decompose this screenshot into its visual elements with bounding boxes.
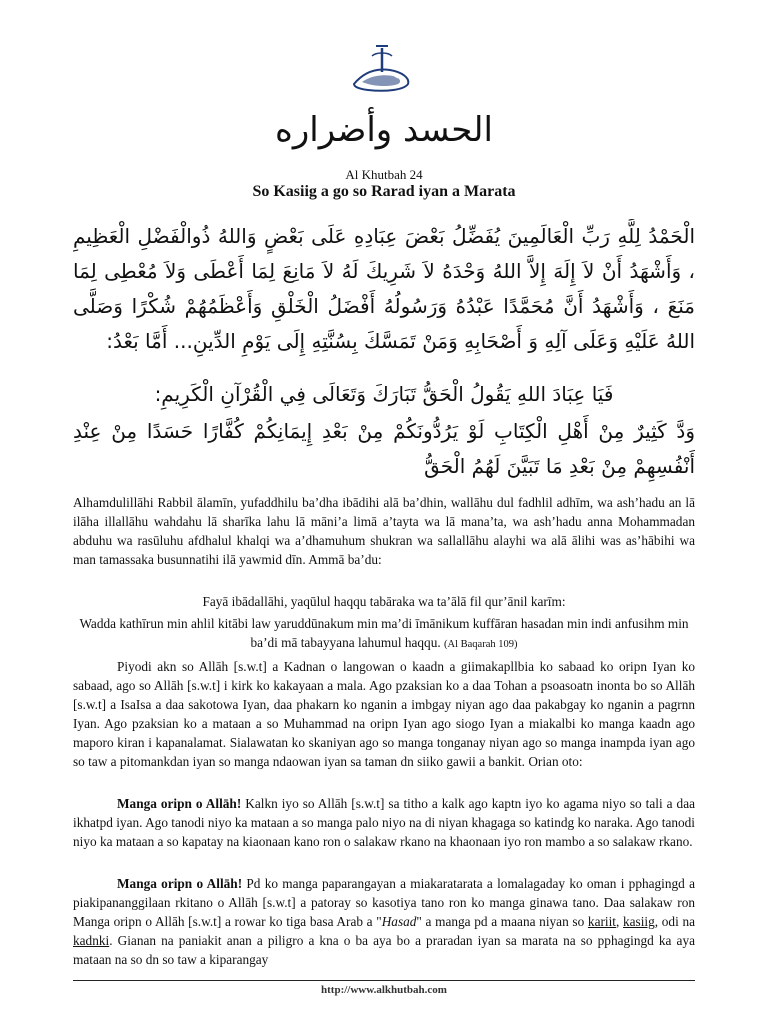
paragraph-manga-oripn-1 bbox=[73, 794, 695, 851]
arabic-verse: وَدَّ كَثِيرٌ مِنْ أَهْلِ الْكِتَابِ لَوْ يَرُدُّونَكُمْ مِنْ بَعْدِ إِيمَانِكُمْ كُفَّارًا حَسَدًا مِنْ عِنْدِ أَنْفُسِهِمْ مِنْ بَعْدِ مَا تَبَيَّنَ لَهُمُ الْحَقُّ bbox=[73, 419, 695, 478]
paragraph-manga-oripn-2 bbox=[73, 874, 695, 969]
arabic-verse-intro: فَيَا عِبَادَ اللهِ يَقُولُ الْحَقُّ تَبَارَكَ وَتَعَالَى فِي الْقُرْآنِ الْكَرِيمِ: bbox=[154, 382, 614, 406]
paragraph-text: Kalkn iyo so Allāh [s.w.t] sa titho a kalk ago kaptn iyo ko agama niyo so tali a daa ikhatpd iyan. Ago tanodi niyo ka mataan a so manga palo niyo na di niyan khagaga so katindg ko naraka. Ago tanodi niyo ka mataan a so kapatay na kiaonaan kano ron o salakaw rkano na khaonaan iyo ron mambo a so salakaw rkano. bbox=[73, 796, 695, 849]
paragraph-lead: Manga oripn o Allāh! bbox=[117, 876, 243, 891]
khutbah-title: So Kasiig a go so Rarad iyan a Marata bbox=[252, 183, 516, 200]
paragraph-piyodi: Piyodi akn so Allāh [s.w.t] a Kadnan o langowan o kaadn a giimakapllbia ko sabaad ko oripn Iyan ko sabaad, ago so Allāh [s.w.t] i kirk ko kakayaan a mala. Ago pzaksian ko a daa Tohan a psoasoatn inonta bo so Allāh [s.w.t] a IsaIsa a daa sakotowa Iyan, daa phakarn ko nganin a imbgay niyan ago daa pakabgay ko nganin a pagrnn Iyan. Ago pzaksian ko a mataan a so Muhammad na oripn Iyan ago siogo Iyan a miakalbi ko manga kaadn ago maporo kiran i kapanalamat. Sialawatan ko skaniyan ago so manga tonganay niyan ago so manga inampda iyan ago so taw a pitomankdan iyan so manga ndaowan iyan sa taman dn siiko gawii a bankit. Orian oto: bbox=[73, 659, 695, 769]
footer-divider bbox=[73, 980, 695, 981]
verse-transliteration bbox=[73, 614, 695, 654]
paragraph-lead: Manga oripn o Allāh! bbox=[117, 796, 242, 811]
term-kariit: kariit bbox=[587, 914, 616, 929]
verse-transliteration-text: Wadda kathīrun min ahlil kitābi law yaruddūnakum min ma’di īmānikum kuffāran hasadan min indi anfusihm min ba’di mā tabayyana lahumul haqqu. bbox=[79, 616, 689, 650]
footer-url[interactable]: http://www.alkhutbah.com bbox=[321, 984, 447, 996]
term-kasiig: kasiig bbox=[623, 914, 655, 929]
transliteration-paragraph: Alhamdulillāhi Rabbil ālamīn, yufaddhilu ba’dha ibādihi alā ba’dhin, wallāhu dul fadhlil adhīm, wa ash’hadu an lā ilāha illallāhu wahdahu lā sharīka lahu lā māni’a limā a’tayta wa lā mana’ta, wa ash’hadu anna Mohammadan abduhu wa rasūluhu afdhalul khalqi wa a’dhamuhum shukran wa sallallāhu alayhi wa alā ālihi was as’hābihi wa man tamassaka busunnatihi ilā yawmid dīn. Ammā ba’du: bbox=[73, 495, 695, 567]
separator: , bbox=[615, 914, 623, 929]
term-hasad: Hasad bbox=[381, 914, 417, 929]
verse-reference: (Al Baqarah 109) bbox=[444, 639, 518, 650]
arabic-opening: الْحَمْدُ لِلَّهِ رَبِّ الْعَالَمِينَ يُفَضِّلُ بَعْضَ عِبَادِهِ عَلَى بَعْضٍ وَاللهُ ذُوالْفَضْلِ الْعَظِيمِ ، وَأَشْهَدُ أَنْ لاَ إِلَهَ إِلاَّ اللهُ وَحْدَهُ لاَ شَرِيكَ لَهُ لاَ مَانِعَ لِمَا أَعْطَى وَلاَ مُعْطِى لِمَا مَنَعَ ، وَأَشْهَدُ أَنَّ مُحَمَّدًا عَبْدُهُ وَرَسُولُهُ أَفْضَلُ الْخَلْقِ وَأَعْظَمُهُمْ شُكْرًا وَصَلَّى اللهُ عَلَيْهِ وَعَلَى آلِهِ وَ أَصْحَابِهِ وَمَنْ تَمَسَّكَ بِسُنَّتِهِ إِلَى يَوْمِ الدِّينِ... أَمَّا بَعْدُ: bbox=[73, 224, 695, 353]
faya-line: Fayā ibādallāhi, yaqūlul haqqu tabāraka wa ta’ālā fil qur’ānil karīm: bbox=[202, 594, 566, 609]
khutbah-number: Al Khutbah 24 bbox=[345, 167, 423, 182]
term-kadnki: kadnki bbox=[73, 933, 110, 948]
paragraph-text: . Gianan na paniakit anan a piligro a kna o ba aya bo a praradan iyan sa marata na so pphagingd ka aya mataan na so dn so taw a kiparangay bbox=[73, 933, 695, 967]
calligraphy-emblem-icon bbox=[346, 42, 416, 94]
separator: , odi na bbox=[654, 914, 695, 929]
paragraph-text: Pd ko manga paparangayan a miakaratarata a lomalagaday ko oman i pphagingd a piakipananggilaan rkitano o Allāh [s.w.t] a patoray so kasotiya tano ron ko manga ginawa tano. Daa salakaw ron Manga oripn o Allāh [s.w.t] a rowar ko tiga basa Arab a " bbox=[73, 876, 695, 929]
paragraph-text: " a manga pd a maana niyan so bbox=[416, 914, 588, 929]
arabic-title: الحسد وأضراره bbox=[275, 110, 493, 150]
